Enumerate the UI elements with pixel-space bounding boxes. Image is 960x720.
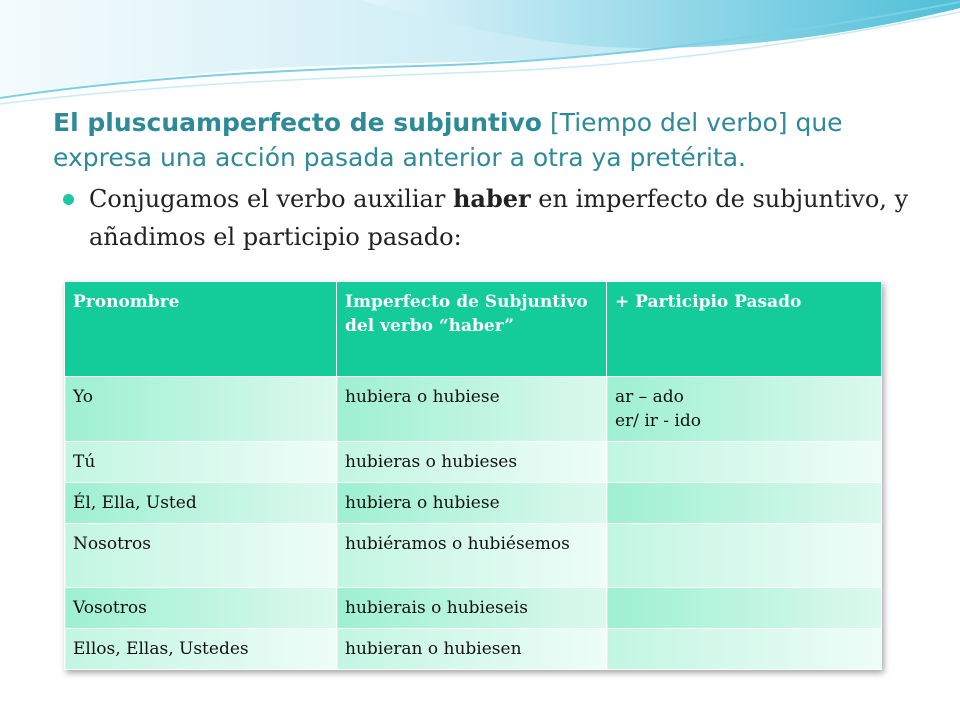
cell-participle	[607, 524, 882, 588]
cell-form: hubiera o hubiese	[337, 483, 607, 524]
title-bold-term: El pluscuamperfecto de subjuntivo	[53, 108, 542, 137]
cell-pronoun: Yo	[65, 377, 337, 442]
cell-participle	[607, 483, 882, 524]
table-row	[65, 588, 882, 629]
cell-participle	[607, 442, 882, 483]
cell-form: hubiera o hubiese	[337, 377, 607, 442]
header-imperfect: Imperfecto de Subjuntivo del verbo “haber”	[337, 282, 607, 377]
cell-pronoun: Tú	[65, 442, 337, 483]
decorative-wave-banner	[0, 0, 960, 110]
bullet-text	[63, 180, 923, 256]
bullet-point	[63, 180, 923, 256]
cell-form: hubieras o hubieses	[337, 442, 607, 483]
cell-pronoun: Nosotros	[65, 524, 337, 588]
bullet-text-end: en imperfecto de subjuntivo, y añadimos el participio pasado:	[89, 185, 909, 251]
cell-form: hubierais o hubieseis	[337, 588, 607, 629]
bullet-dot-icon	[63, 194, 74, 205]
title-definition: [Tiempo del verbo] que expresa una acción pasada anterior a otra ya pretérita.	[53, 108, 843, 172]
cell-participle	[607, 377, 882, 442]
table-row	[65, 442, 882, 483]
table-row	[65, 524, 882, 588]
participle-line: ar – ado	[615, 387, 684, 407]
bullet-text-start: Conjugamos el verbo auxiliar	[89, 185, 446, 213]
table-row	[65, 629, 882, 670]
cell-pronoun: Vosotros	[65, 588, 337, 629]
cell-pronoun: Él, Ella, Usted	[65, 483, 337, 524]
bullet-bold-word: haber	[452, 184, 531, 213]
table-row	[65, 483, 882, 524]
conjugation-table	[64, 281, 882, 670]
participle-line: er/ ir - ido	[615, 411, 701, 431]
header-pronoun: Pronombre	[65, 282, 337, 377]
table-row	[65, 377, 882, 442]
table-header-row	[65, 282, 882, 377]
cell-form: hubiéramos o hubiésemos	[337, 524, 607, 588]
header-participle: + Participio Pasado	[607, 282, 882, 377]
cell-pronoun: Ellos, Ellas, Ustedes	[65, 629, 337, 670]
slide-title	[53, 106, 933, 175]
cell-form: hubieran o hubiesen	[337, 629, 607, 670]
cell-participle	[607, 588, 882, 629]
cell-participle	[607, 629, 882, 670]
